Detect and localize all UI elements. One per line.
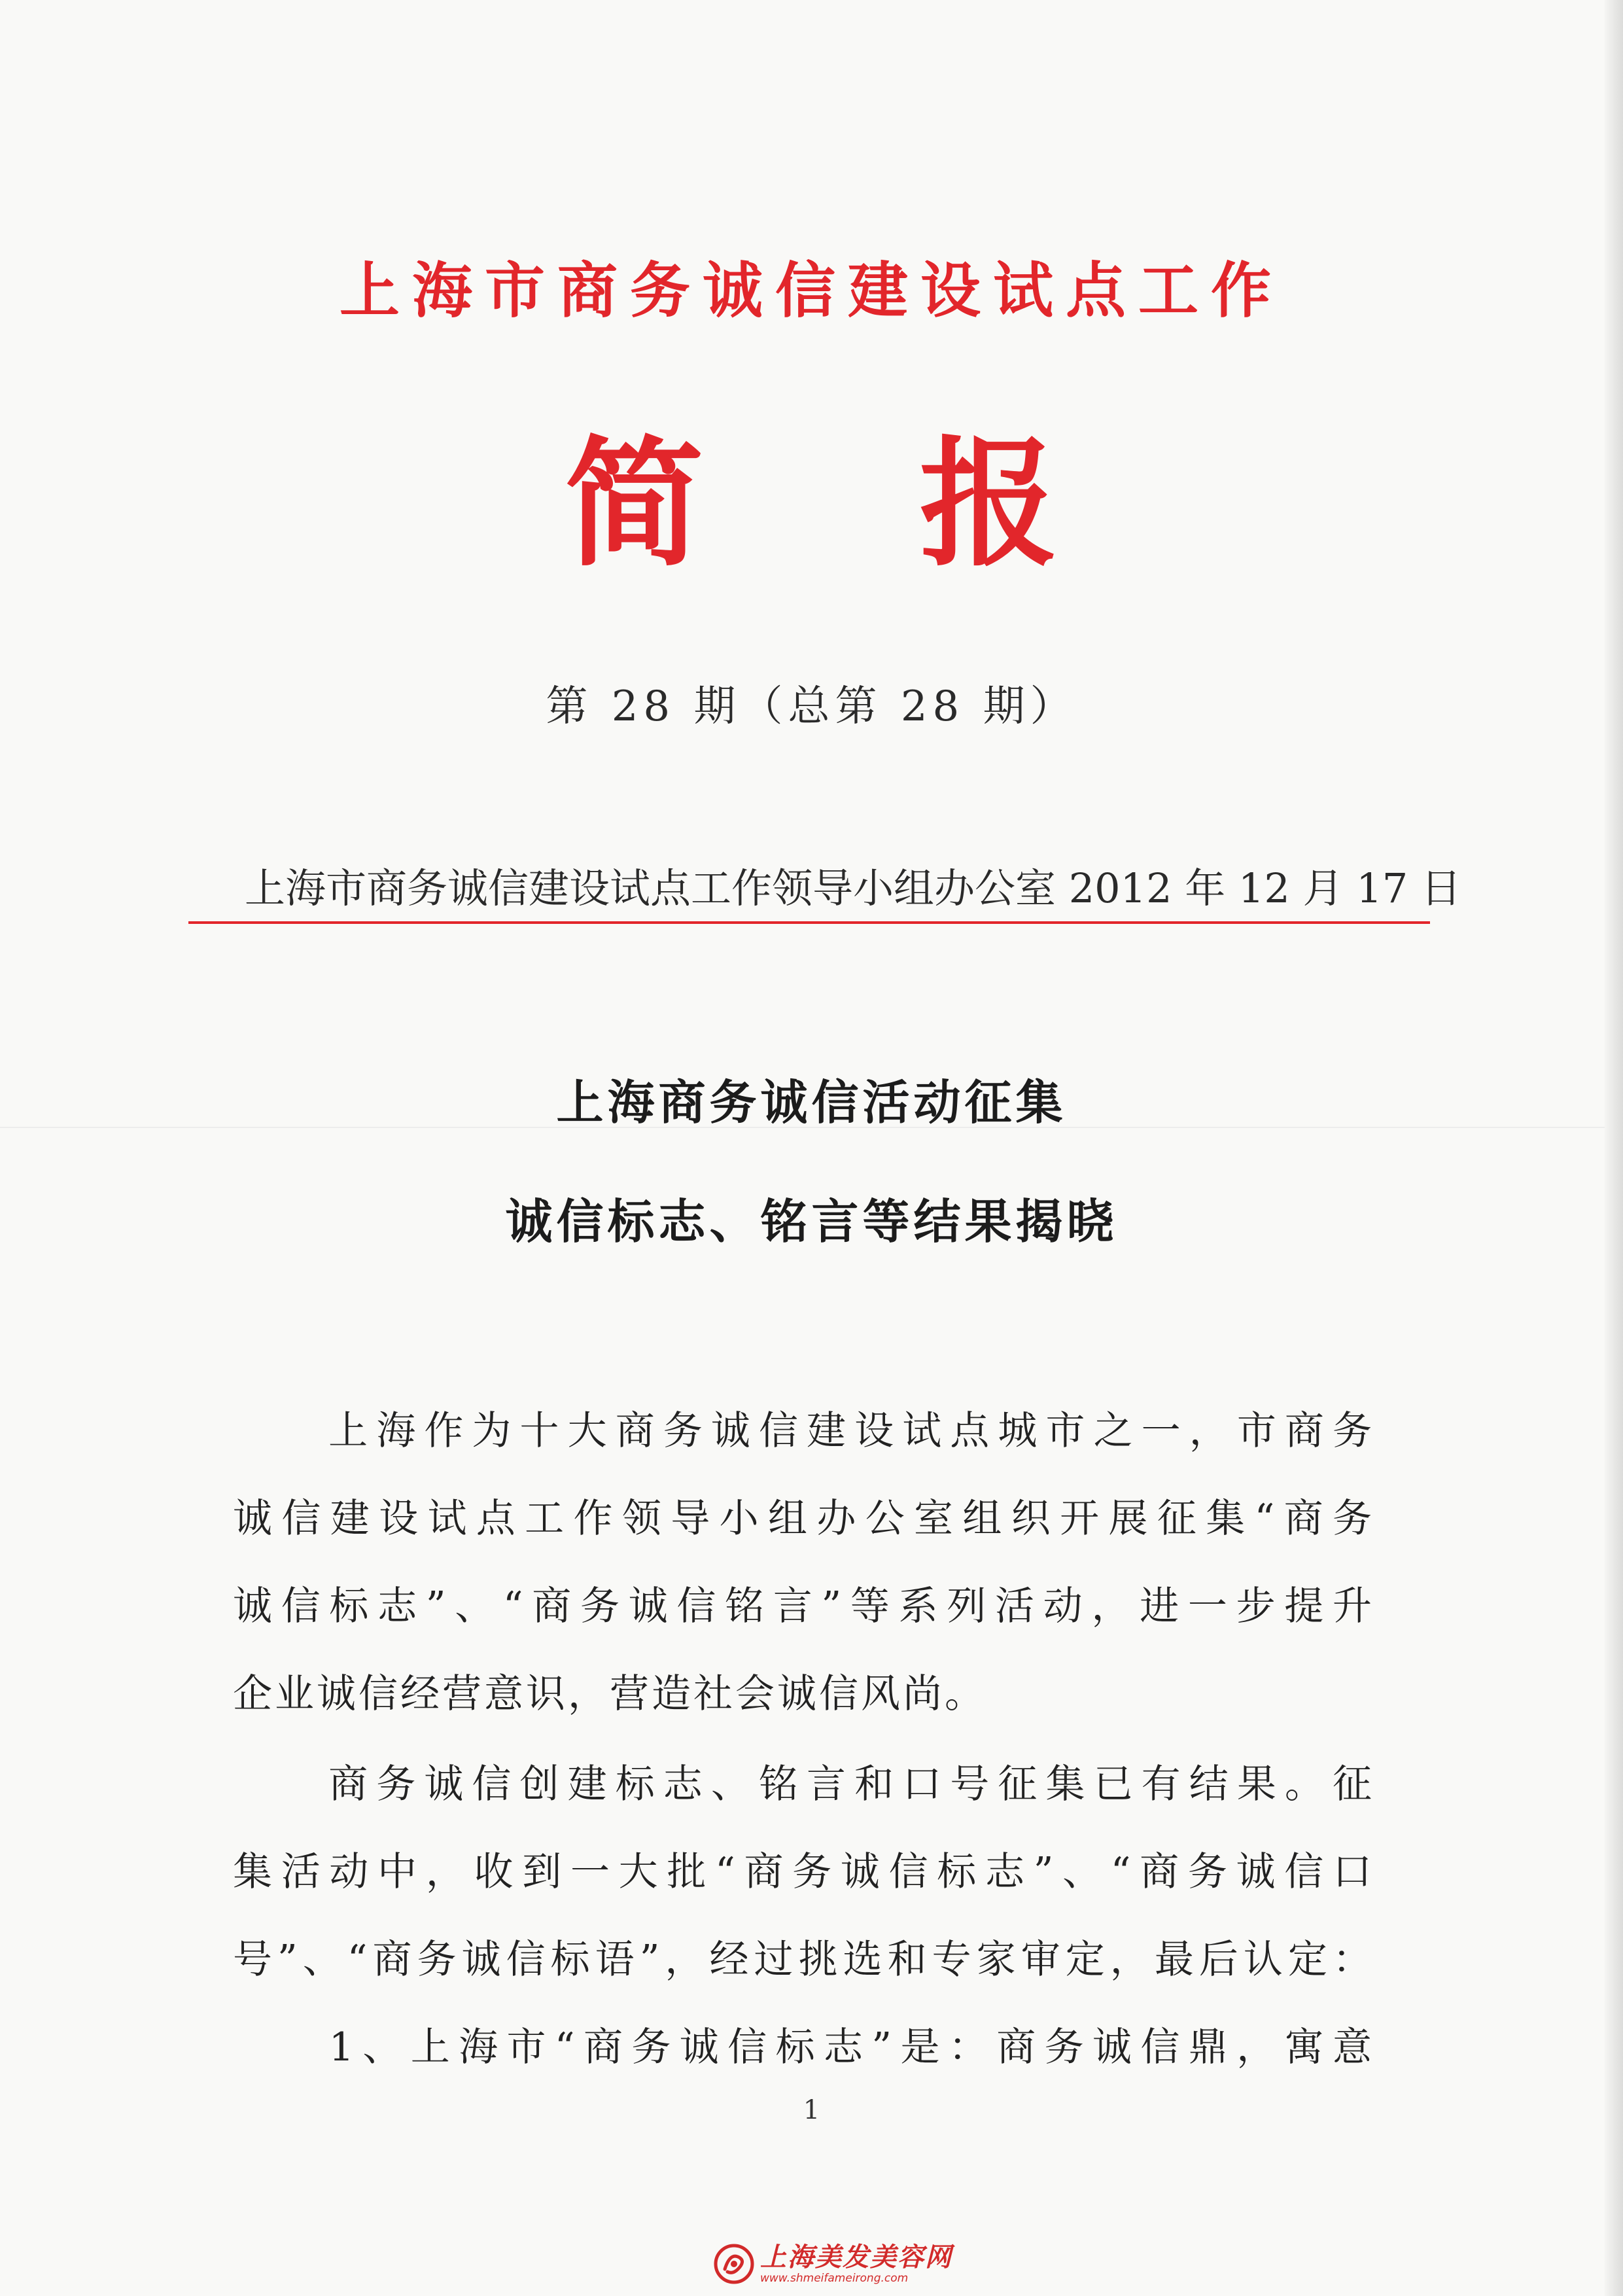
site-watermark	[713, 2243, 952, 2285]
page-number: 1	[803, 2095, 820, 2125]
watermark-logo-icon	[713, 2243, 755, 2285]
article-headline-line2: 诚信标志、铭言等结果揭晓	[505, 1194, 1118, 1249]
issue-number: 第 28 期（总第 28 期）	[546, 682, 1077, 731]
body-line-3: 诚信标志”、“商务诚信铭言”等系列活动，进一步提升	[233, 1583, 1374, 1629]
body-line-8: 1、上海市“商务诚信标志”是：商务诚信鼎，寓意	[233, 2024, 1374, 2070]
paper-edge-shadow	[1605, 0, 1623, 2296]
article-headline-line1: 上海商务诚信活动征集	[556, 1075, 1067, 1130]
bulletin-title	[0, 422, 1623, 585]
issue-date: 2012 年 12 月 17 日	[1068, 864, 1461, 912]
bulletin-title-left: 简	[565, 422, 704, 585]
body-line-5: 商务诚信创建标志、铭言和口号征集已有结果。征	[233, 1761, 1374, 1807]
red-divider-rule	[188, 921, 1430, 924]
body-line-7: 号”、“商务诚信标语”，经过挑选和专家审定，最后认定：	[233, 1937, 1374, 1983]
watermark-text	[760, 2244, 952, 2284]
body-line-6: 集活动中，收到一大批“商务诚信标志”、“商务诚信口	[233, 1849, 1374, 1895]
issuer-organization: 上海市商务诚信建设试点工作领导小组办公室	[245, 864, 1056, 912]
masthead-title: 上海市商务诚信建设试点工作	[339, 256, 1283, 326]
watermark-name: 上海美发美容网	[760, 2242, 952, 2272]
issuer-line	[245, 862, 1461, 915]
watermark-url: www.shmeifameirong.com	[760, 2271, 909, 2285]
body-line-4: 企业诚信经营意识，营造社会诚信风尚。	[233, 1671, 986, 1717]
bulletin-title-right: 报	[919, 422, 1058, 585]
body-line-2: 诚信建设试点工作领导小组办公室组织开展征集“商务	[233, 1496, 1374, 1542]
body-line-1: 上海作为十大商务诚信建设试点城市之一，市商务	[233, 1408, 1374, 1454]
